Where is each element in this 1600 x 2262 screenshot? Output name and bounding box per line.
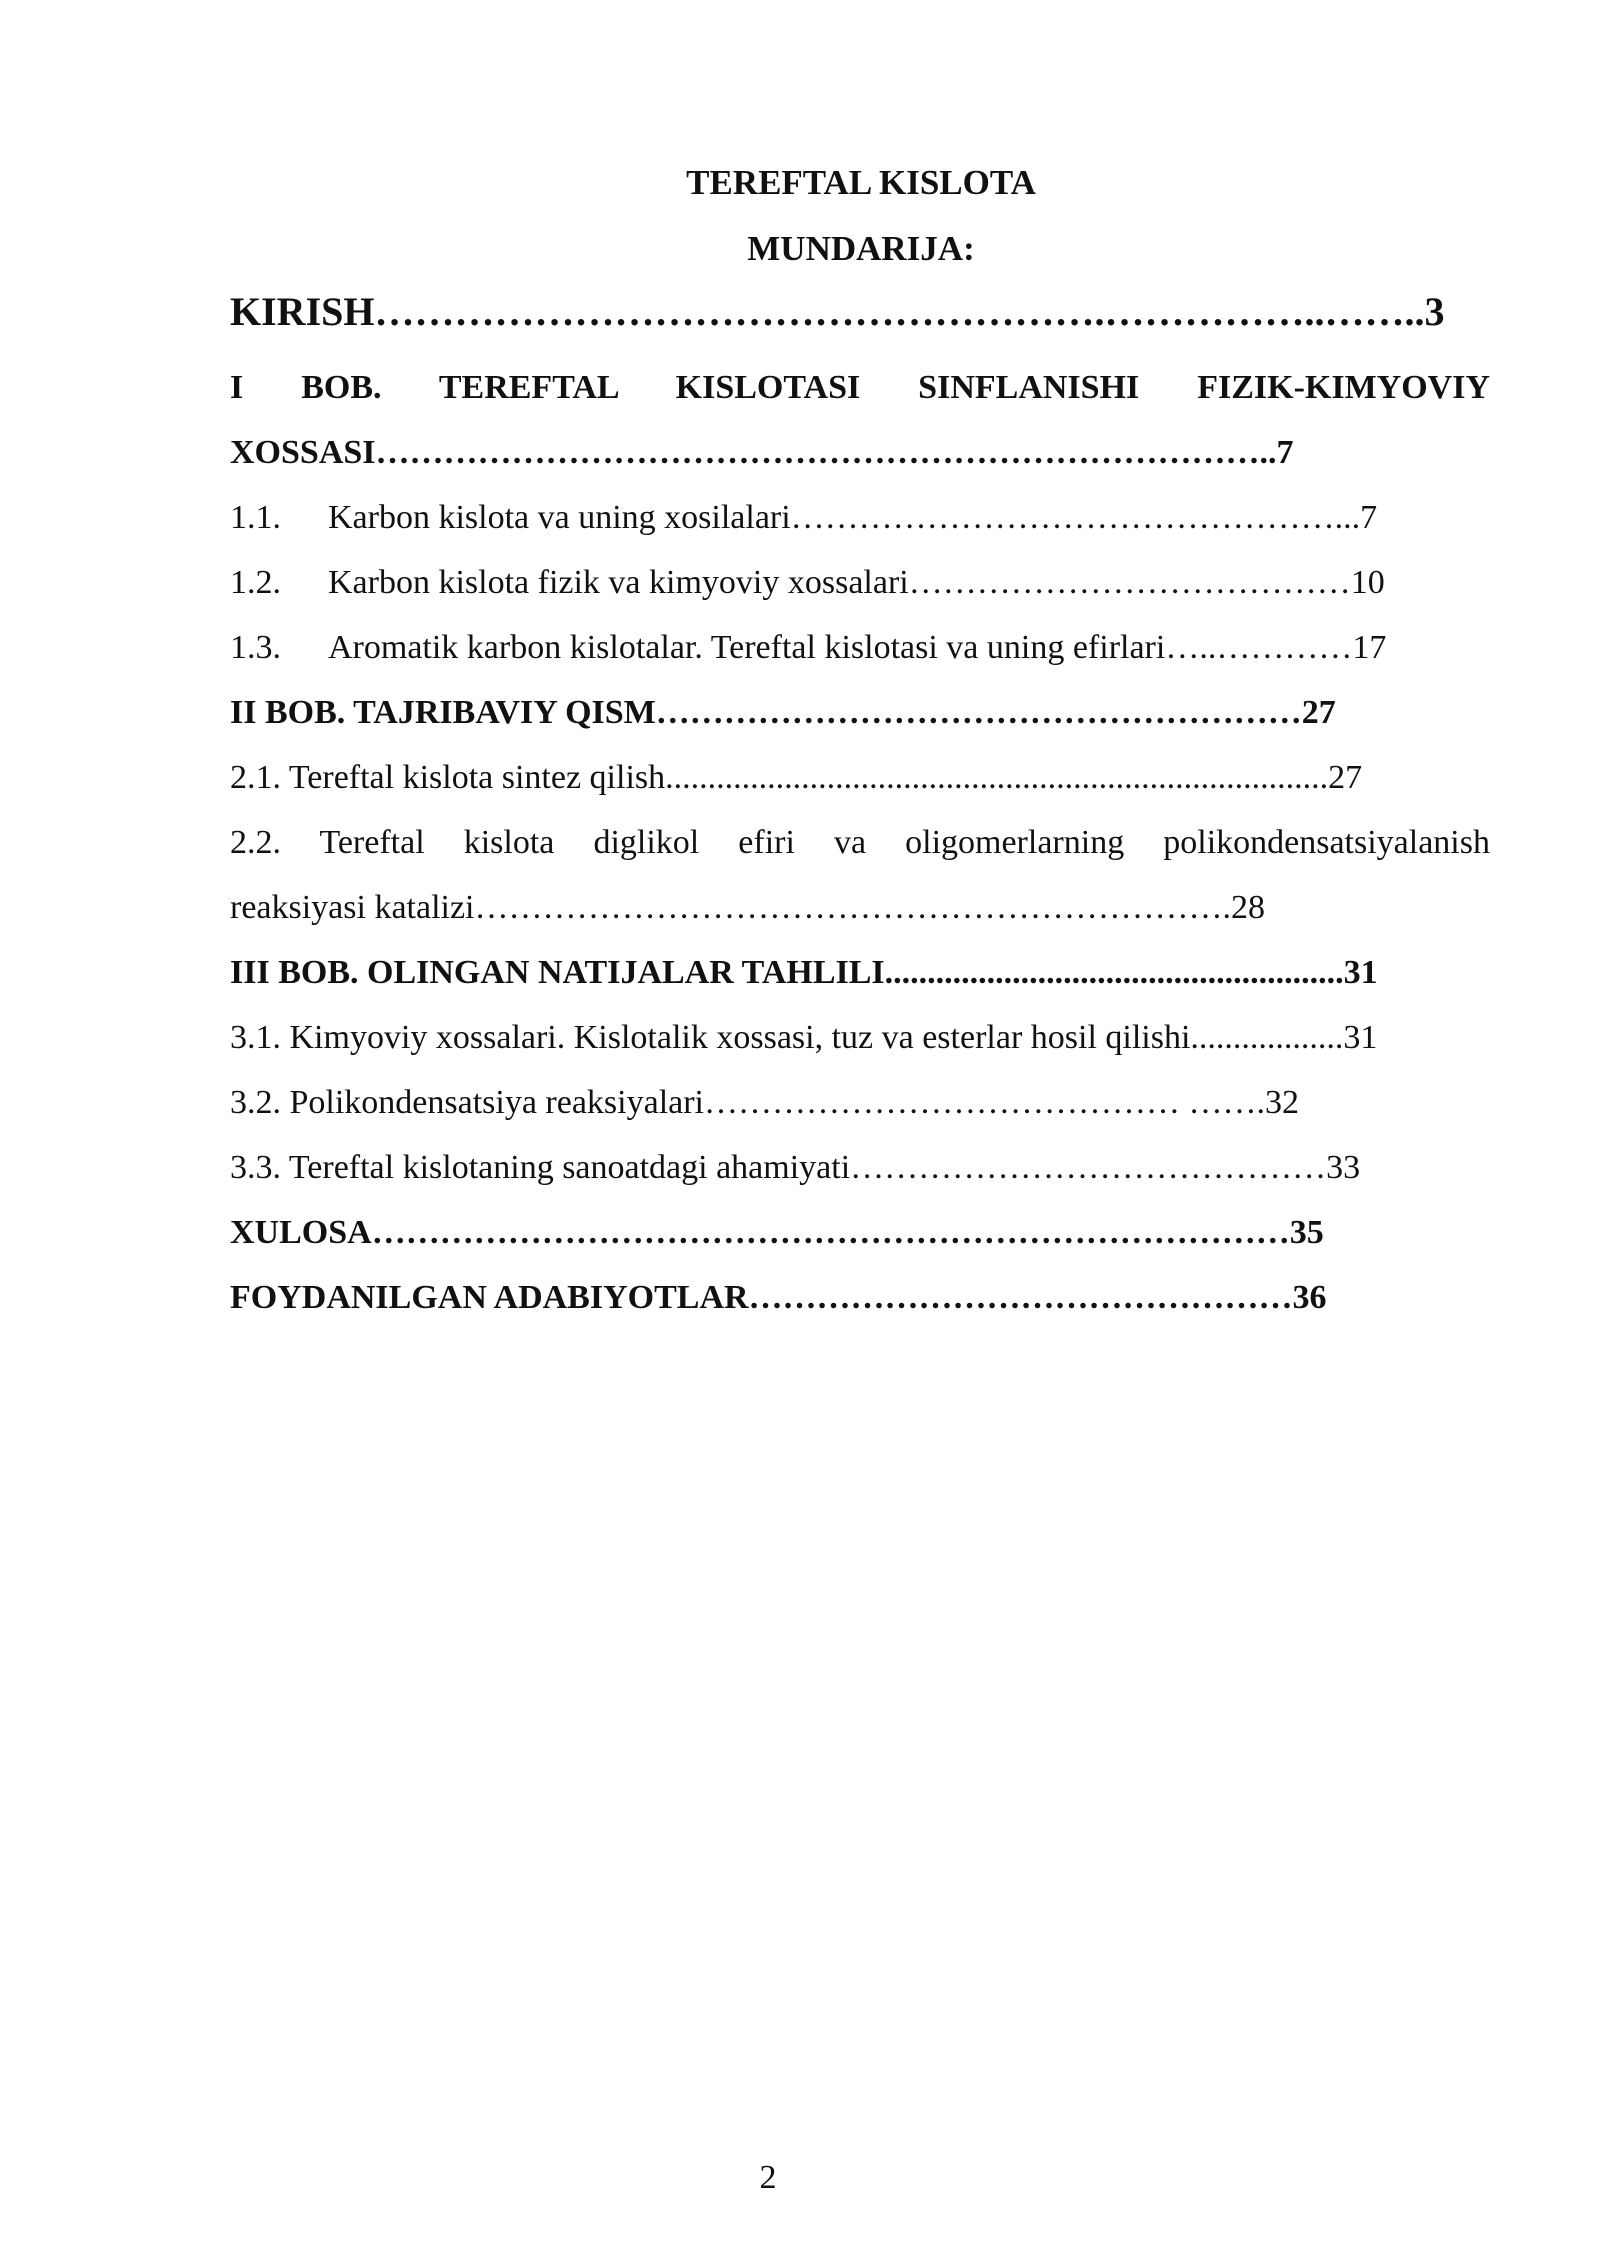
toc-entry-text: Karbon kislota va uning xosilalari…………………………………………...7 — [328, 499, 1378, 536]
toc-entry-3-2[interactable]: 3.2. Polikondensatsiya reaksiyalari…………………………………… …….32 — [230, 1084, 1300, 1121]
toc-entry-number: 1.2. — [230, 564, 281, 601]
toc-entry-text: Aromatik karbon kislotalar. Tereftal kislotasi va uning efirlari…..…………17 — [328, 629, 1387, 666]
toc-entry-chapter-2[interactable]: II BOB. TAJRIBAVIY QISM…………………………………………………27 — [230, 694, 1336, 731]
toc-entry-chapter-1-line-1[interactable]: I BOB. TEREFTAL KISLOTASI SINFLANISHI FIZIK-KIMYOVIY — [230, 369, 1490, 406]
toc-entry-chapter-3[interactable]: III BOB. OLINGAN NATIJALAR TAHLILI......................................................31 — [230, 954, 1378, 991]
toc-entry-3-3[interactable]: 3.3. Tereftal kislotaning sanoatdagi ahamiyati……………………………………33 — [230, 1149, 1361, 1186]
toc-entry-references[interactable]: FOYDANILGAN ADABIYOTLAR…………………………………………36 — [230, 1279, 1327, 1316]
toc-heading: MUNDARIJA: — [747, 229, 975, 268]
toc-entry-2-2-line-2[interactable]: reaksiyasi katalizi………………………………………………………….28 — [230, 889, 1266, 926]
toc-entry-1-1[interactable] — [230, 496, 1490, 540]
toc-entry-number: 1.3. — [230, 629, 281, 666]
toc-entry-3-1[interactable]: 3.1. Kimyoviy xossalari. Kislotalik xossasi, tuz va esterlar hosil qilishi..................31 — [230, 1019, 1378, 1056]
toc-entry-2-2-line-1[interactable]: 2.2. Tereftal kislota diglikol efiri va oligomerlarning polikondensatsiyalanish — [230, 824, 1490, 861]
toc-entry-number: 1.1. — [230, 499, 281, 536]
toc-entry-xulosa[interactable]: XULOSA………………………………………………………………………35 — [230, 1214, 1324, 1251]
toc-entry-kirish[interactable]: KIRISH……………………………………………….……………..……..3 — [230, 290, 1445, 334]
toc-entry-1-2[interactable] — [230, 561, 1490, 605]
document-title: TEREFTAL KISLOTA — [686, 163, 1036, 202]
toc-entry-2-1[interactable]: 2.1. Tereftal kislota sintez qilish..............................................................................27 — [230, 759, 1363, 796]
toc-entry-chapter-1-line-2[interactable]: XOSSASI……………………………………………………………………..7 — [230, 434, 1294, 471]
page-number: 2 — [759, 2159, 777, 2196]
toc-entry-text: Karbon kislota fizik va kimyoviy xossalari…………………………………10 — [328, 564, 1385, 601]
toc-entry-1-3[interactable] — [230, 626, 1490, 670]
